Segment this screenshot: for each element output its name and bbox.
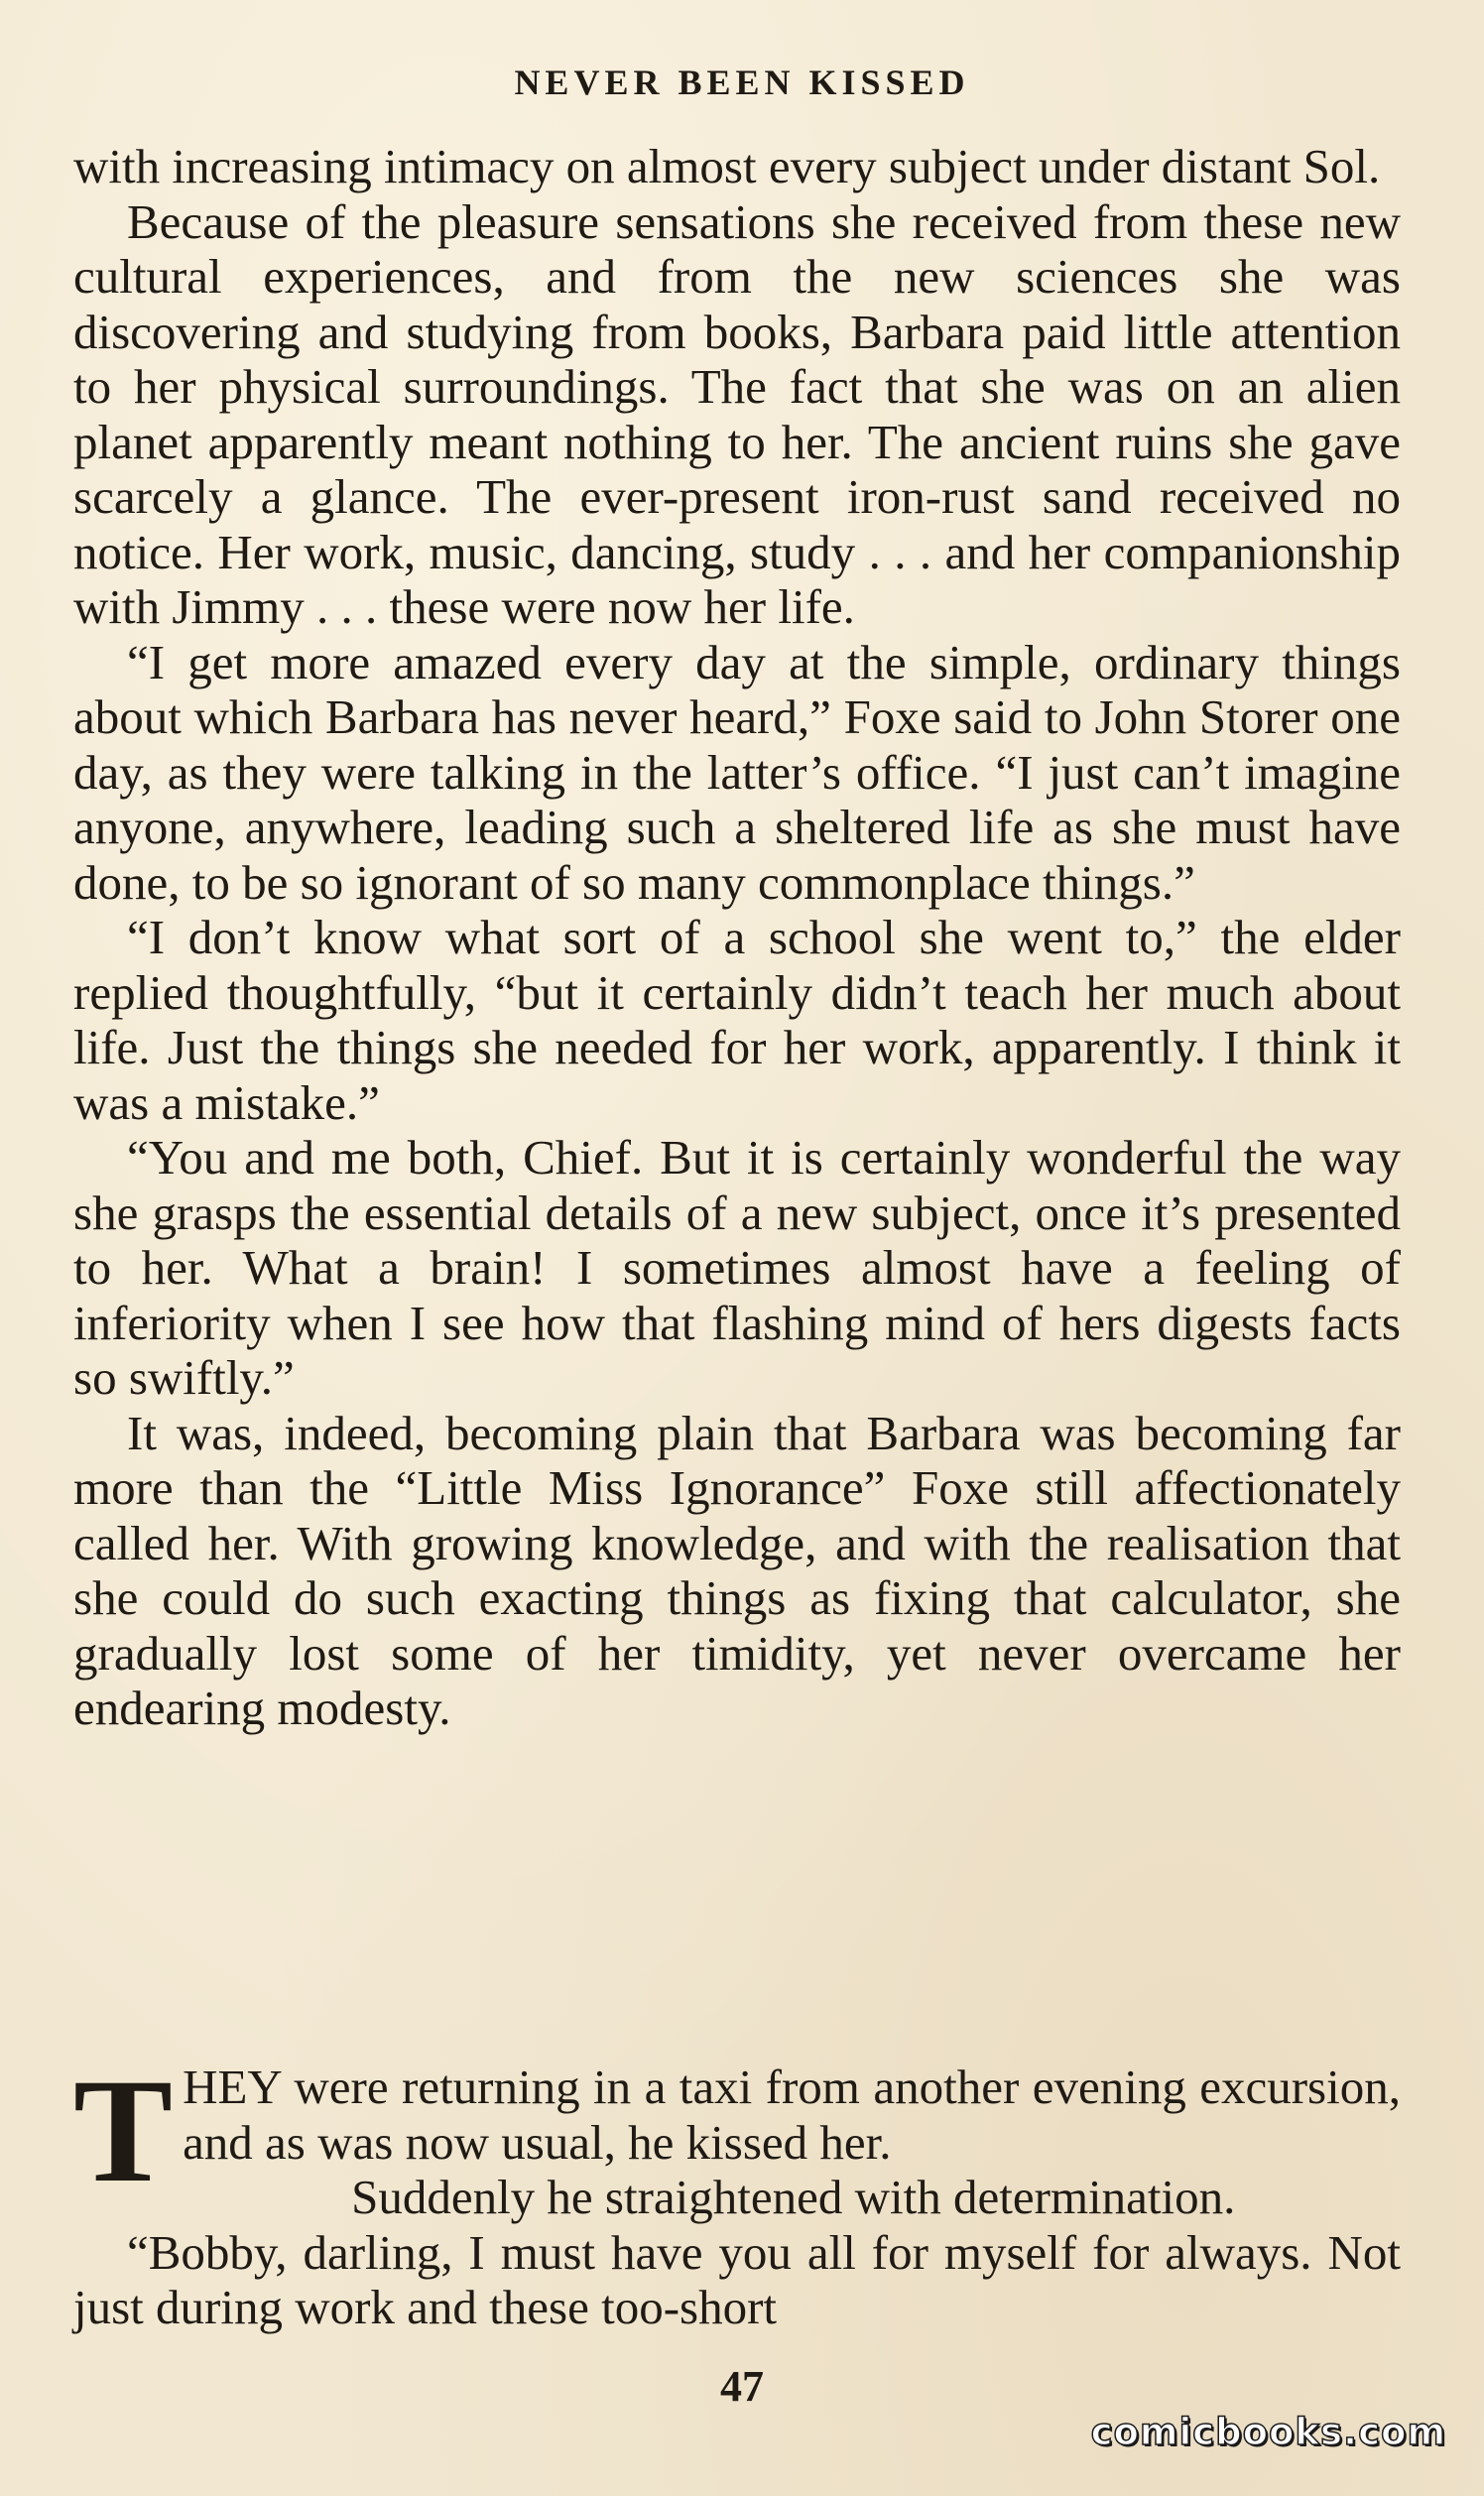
- paragraph-2: Because of the pleasure sensations she received from these new cultural experiences, and from the new sciences she was discovering and studying from books, Barbara paid little attention to her physical surroundings. The fact that she was on an alien planet apparently meant nothing to her. The ancient ruins she gave scarcely a glance. The ever-present iron-rust sand received no notice. Her work, music, dancing, study . . . and her companionship with Jimmy . . . these were now her life.: [73, 193, 1401, 634]
- paragraph-1: with increasing intimacy on almost every subject under distant Sol.: [73, 139, 1381, 193]
- section-opening-text: HEY were returning in a taxi from another evening excursion, and as was now usual, he kissed her.: [183, 2059, 1401, 2170]
- page-number: 47: [720, 2362, 764, 2411]
- paragraph-4: “I don’t know what sort of a school she went to,” the elder replied thoughtfully, “but it certainly didn’t teach her much about life. Just the things she needed for her work, apparently. I think it was a mistake.”: [73, 910, 1401, 1130]
- new-section: [73, 2049, 1401, 2335]
- drop-cap: T: [73, 2049, 174, 2213]
- running-head: NEVER BEEN KISSED: [514, 62, 970, 102]
- section-paragraph-3: “Bobby, darling, I must have you all for myself for always. Not just during work and these too-short: [73, 2224, 1401, 2334]
- paragraph-5: “You and me both, Chief. But it is certainly wonderful the way she grasps the essential details of a new subject, once it’s presented to her. What a brain! I sometimes almost have a feeling of inferiority when I see how that flashing mind of hers digests facts so swiftly.”: [73, 1130, 1401, 1405]
- main-text: [73, 139, 1401, 1736]
- paragraph-6: It was, indeed, becoming plain that Barbara was becoming far more than the “Little Miss Ignorance” Foxe still affectionately called her. With growing knowledge, and with the realisation that she could do such exacting things as fixing that calculator, she gradually lost some of her timidity, yet never overcame her endearing modesty.: [73, 1405, 1401, 1735]
- section-paragraph-2: Suddenly he straightened with determination.: [351, 2170, 1236, 2224]
- watermark-logo: comicbooks.com: [1090, 2411, 1446, 2453]
- paragraph-3: “I get more amazed every day at the simple, ordinary things about which Barbara has never heard,” Foxe said to John Storer one day, as they were talking in the latter’s office. “I just can’t imagine anyone, anywhere, leading such a sheltered life as she must have done, to be so ignorant of so many commonplace things.”: [73, 634, 1401, 910]
